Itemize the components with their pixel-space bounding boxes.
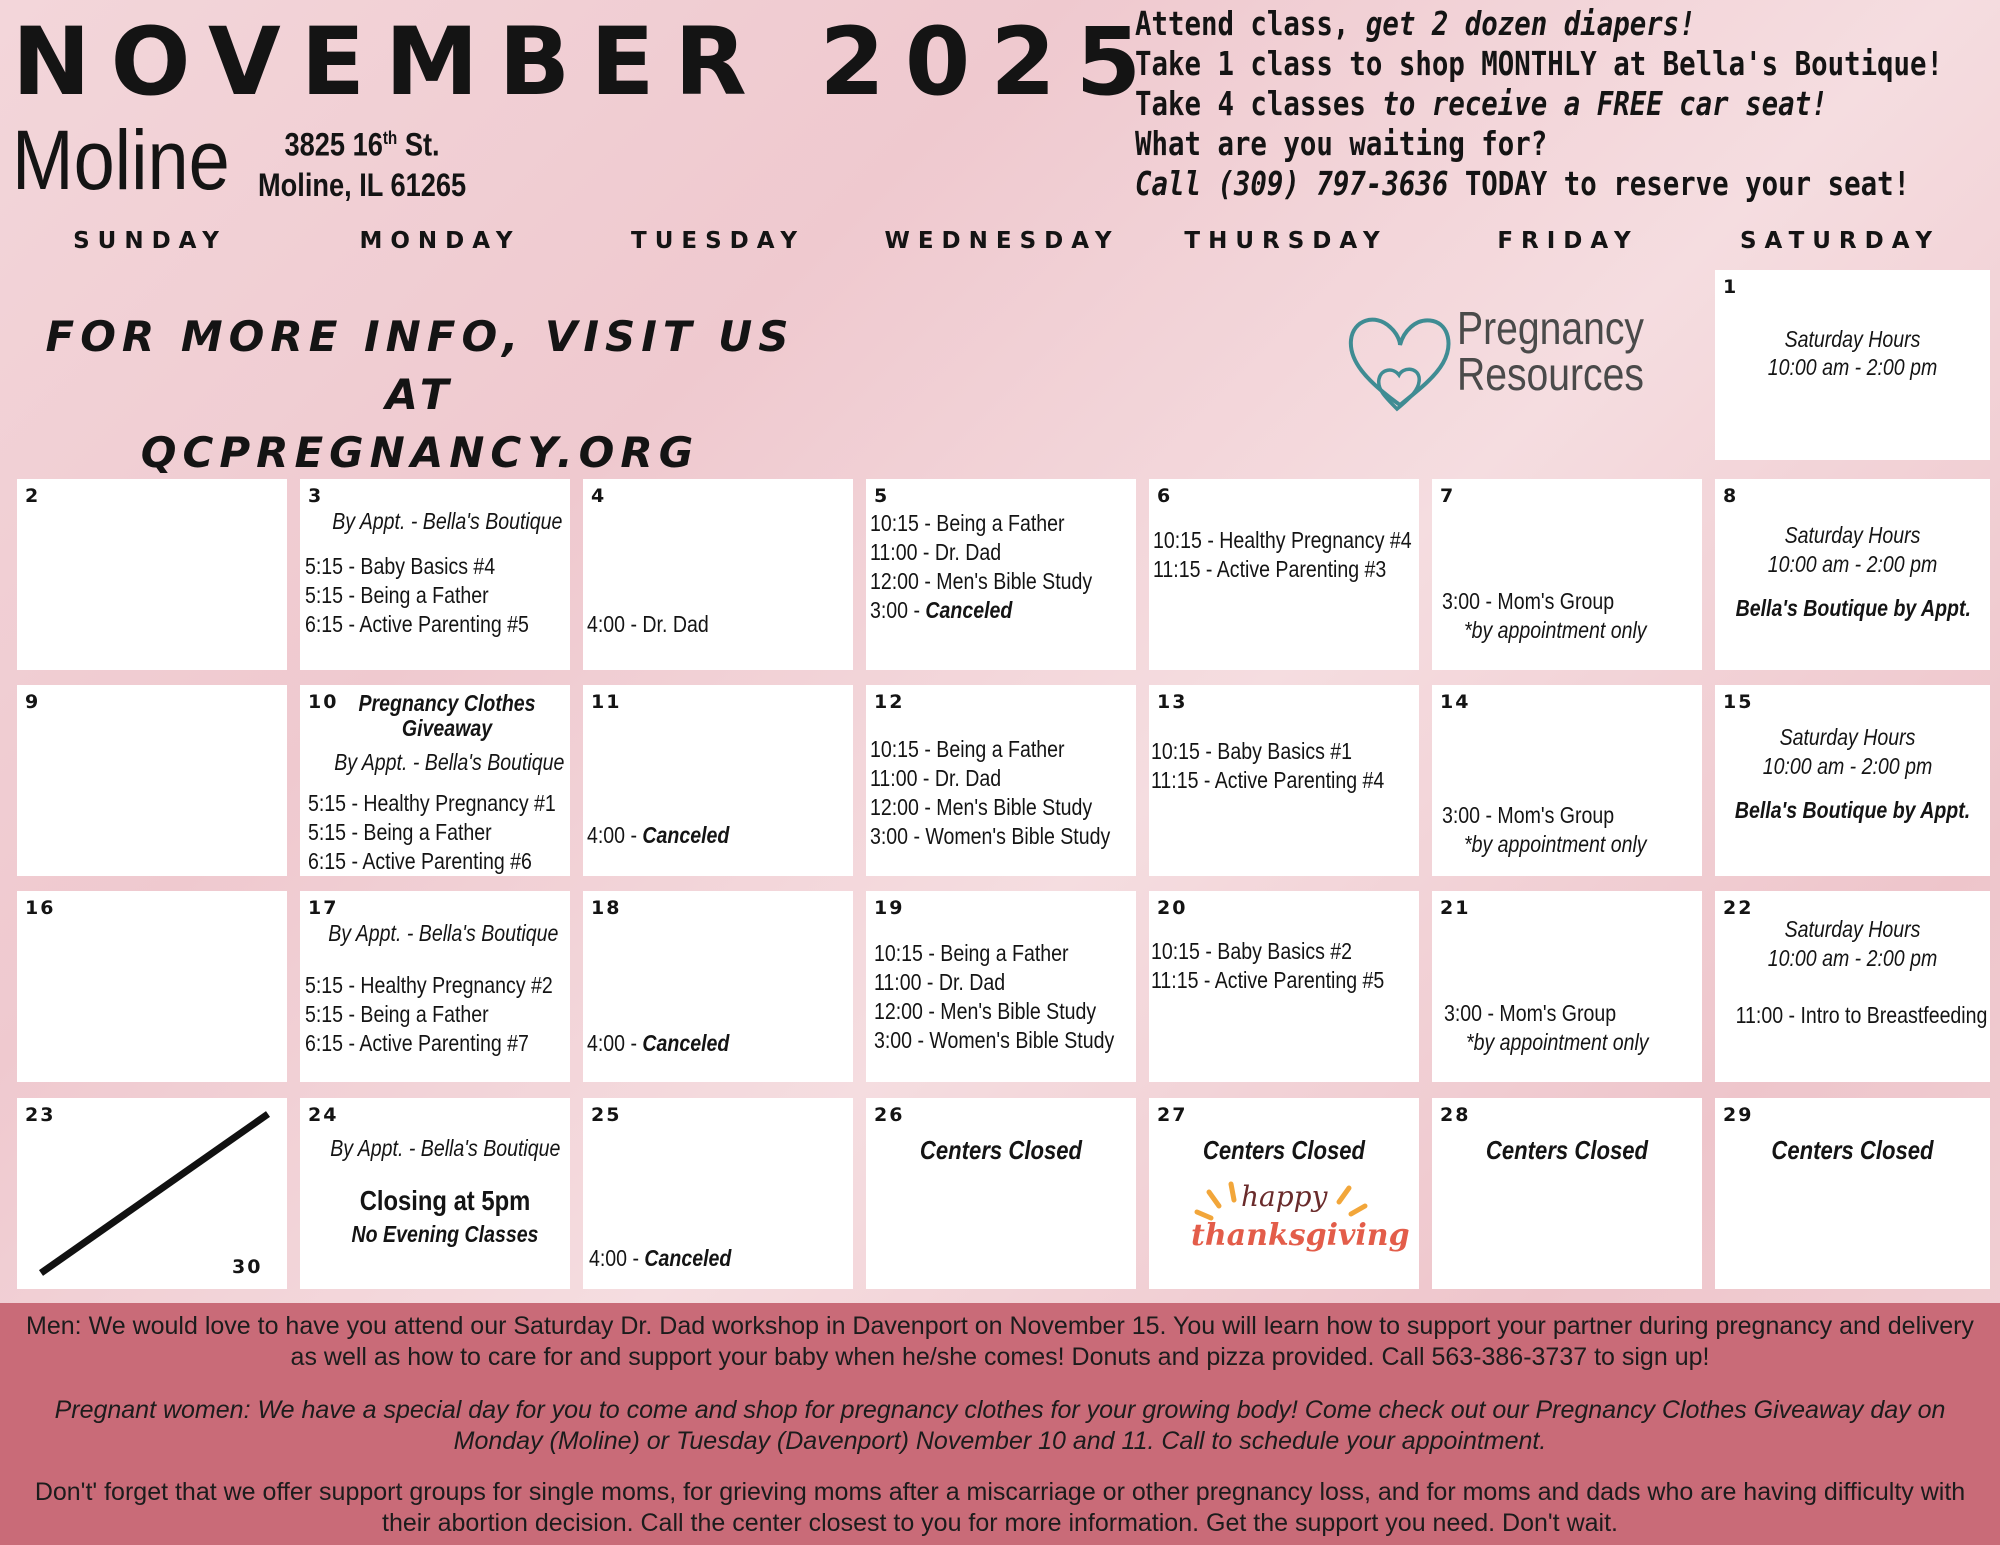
event-line: 3:00 - Women's Bible Study (874, 1027, 1115, 1053)
day-number: 23 (25, 1104, 56, 1126)
day-number: 25 (591, 1104, 622, 1126)
canceled-label: Canceled (644, 1245, 732, 1271)
promo-line1-b: get 2 dozen diapers! (1365, 4, 1696, 43)
weekday-wednesday: WEDNESDAY (884, 228, 1120, 254)
promo-line5-b: TODAY to reserve your seat! (1448, 164, 1911, 203)
event-line: 11:00 - Dr. Dad (870, 765, 1002, 791)
address-city: Moline, IL 61265 (258, 166, 467, 203)
day-number: 24 (308, 1104, 339, 1126)
weekday-friday: FRIDAY (1497, 228, 1639, 254)
day-number: 1 (1723, 276, 1739, 298)
event-line: 12:00 - Men's Bible Study (870, 794, 1093, 820)
day-cell-5 (866, 479, 1136, 670)
day-number: 11 (591, 691, 622, 713)
event-line: 10:15 - Healthy Pregnancy #4 (1153, 527, 1412, 553)
event-line (870, 596, 1012, 625)
event-line: 11:00 - Dr. Dad (870, 539, 1002, 565)
day-number: 19 (874, 897, 905, 919)
event-line (589, 1244, 731, 1273)
event-line: Bella's Boutique by Appt. (1734, 797, 1971, 823)
day-number: 6 (1157, 485, 1173, 507)
day-cell-8 (1715, 479, 1990, 670)
day-cell-15 (1715, 685, 1990, 876)
day-cell-1 (1715, 270, 1990, 460)
address-street-end: St. (397, 126, 440, 163)
promo-line3-b: to receive a FREE car seat! (1382, 84, 1828, 123)
day-cell-6 (1149, 479, 1419, 670)
day-number: 14 (1440, 691, 1471, 713)
info-url[interactable]: QCPREGNANCY.ORG (140, 428, 700, 477)
event-line: 6:15 - Active Parenting #6 (308, 848, 532, 874)
event-line: 11:15 - Active Parenting #4 (1151, 767, 1385, 793)
event-line: 10:00 am - 2:00 pm (1767, 945, 1938, 971)
day-number: 18 (591, 897, 622, 919)
event-line: 11:00 - Intro to Breastfeeding (1735, 1002, 1988, 1028)
day-cell-16 (17, 891, 287, 1082)
day-cell-29 (1715, 1098, 1990, 1289)
promo-line4: What are you waiting for? (1135, 124, 1548, 163)
day-number: 27 (1157, 1104, 1188, 1126)
day-number: 13 (1157, 691, 1188, 713)
footer-men-paragraph: Men: We would love to have you attend our Saturday Dr. Dad workshop in Davenport on November 15. You will learn how to support your partner during pregnancy and delivery as well as how to care for and support your baby when he/she comes! Donuts and pizza provided. Call 563-386-3737 to sign up! (26, 1312, 1974, 1371)
footer-support-paragraph: Don't' forget that we offer support groups for single moms, for grieving moms after a miscarriage or other pregnancy loss, and for moms and dads who are having difficulty with their abortion decision. Call the center closest to you for more information. Get the support you need. Don't wait. (34, 1478, 1966, 1537)
event-line: 5:15 - Baby Basics #4 (305, 553, 496, 579)
event-title: Giveaway (401, 715, 493, 741)
weekday-sunday: SUNDAY (73, 228, 227, 254)
promo-phone: Call (309) 797-3636 (1135, 164, 1449, 203)
day-number: 17 (308, 897, 339, 919)
day-cell-13 (1149, 685, 1419, 876)
day-number: 4 (591, 485, 607, 507)
event-line: 10:15 - Being a Father (870, 510, 1065, 536)
day-cell-4 (583, 479, 853, 670)
day-number: 12 (874, 691, 905, 713)
info-banner (20, 308, 820, 482)
address-suffix: th (382, 128, 398, 148)
day-number: 29 (1723, 1104, 1754, 1126)
canceled-label: Canceled (642, 1030, 730, 1056)
event-line: 10:15 - Being a Father (874, 940, 1069, 966)
day-number: 2 (25, 485, 41, 507)
day-number: 28 (1440, 1104, 1471, 1126)
double-heart-icon (1345, 305, 1455, 415)
day-cell-28 (1432, 1098, 1702, 1289)
event-line: 11:15 - Active Parenting #3 (1153, 556, 1387, 582)
event-line: 5:15 - Healthy Pregnancy #2 (305, 972, 553, 998)
day-number: 9 (25, 691, 41, 713)
event-line: 4:00 - Dr. Dad (587, 611, 709, 637)
event-line (587, 821, 729, 850)
day-cell-19 (866, 891, 1136, 1082)
promo-line2: Take 1 class to shop MONTHLY at Bella's Boutique! (1135, 44, 1944, 83)
event-line: 3:00 - Mom's Group (1442, 588, 1615, 614)
closing-notice: Closing at 5pm (359, 1185, 531, 1216)
day-cell-11 (583, 685, 853, 876)
promo-text (1135, 4, 1943, 204)
art-word-thanksgiving: thanksgiving (1191, 1218, 1410, 1253)
event-line: 6:15 - Active Parenting #7 (305, 1030, 529, 1056)
logo-line1: Pregnancy (1457, 302, 1644, 354)
closed-notice: Centers Closed (1771, 1135, 1934, 1165)
address-street: 3825 16 (284, 126, 383, 163)
canceled-label: Canceled (925, 597, 1013, 623)
day-cell-24 (300, 1098, 570, 1289)
day-cell-2 (17, 479, 287, 670)
event-line: By Appt. - Bella's Boutique (328, 920, 559, 946)
info-line1: FOR MORE INFO, VISIT US AT (45, 312, 795, 419)
closed-notice: Centers Closed (919, 1135, 1083, 1165)
day-cell-18 (583, 891, 853, 1082)
event-line: 10:15 - Baby Basics #2 (1151, 938, 1353, 964)
event-line: 10:00 am - 2:00 pm (1767, 551, 1938, 577)
logo (1345, 302, 1675, 415)
event-note: *by appointment only (1466, 1029, 1649, 1055)
weekday-header (0, 228, 2000, 258)
weekday-tuesday: TUESDAY (631, 228, 805, 254)
logo-line2: Resources (1457, 348, 1644, 400)
closed-notice: Centers Closed (1202, 1135, 1366, 1165)
event-line: 11:00 - Dr. Dad (874, 969, 1006, 995)
event-time: 3:00 - (870, 597, 926, 623)
event-line: Bella's Boutique by Appt. (1735, 595, 1971, 621)
day-cell-3 (300, 479, 570, 670)
day-cell-10 (300, 685, 570, 876)
event-line: By Appt. - Bella's Boutique (334, 749, 565, 775)
event-line: 12:00 - Men's Bible Study (870, 568, 1093, 594)
day-number: 16 (25, 897, 56, 919)
weekday-thursday: THURSDAY (1184, 228, 1388, 254)
event-line: 11:15 - Active Parenting #5 (1151, 967, 1385, 993)
event-line: 10:15 - Baby Basics #1 (1151, 738, 1353, 764)
day-cell-25 (583, 1098, 853, 1289)
event-time: 4:00 - (587, 1030, 643, 1056)
event-line: No Evening Classes (351, 1221, 539, 1247)
day-number: 8 (1723, 485, 1739, 507)
event-line: Saturday Hours (1779, 724, 1916, 750)
day-cell-22 (1715, 891, 1990, 1082)
day-number-30: 30 (232, 1256, 263, 1278)
promo-line3-a: Take 4 classes (1135, 84, 1383, 123)
event-line: 3:00 - Mom's Group (1442, 802, 1615, 828)
day-cell-23-30 (17, 1098, 287, 1289)
event-line: 5:15 - Healthy Pregnancy #1 (308, 790, 556, 816)
event-title: Pregnancy Clothes (358, 690, 536, 716)
happy-thanksgiving-art (1189, 1178, 1410, 1278)
day-cell-14 (1432, 685, 1702, 876)
page-title: NOVEMBER 2025 (12, 8, 1162, 117)
day-cell-27 (1149, 1098, 1419, 1289)
day-number: 5 (874, 485, 890, 507)
closed-notice: Centers Closed (1485, 1135, 1649, 1165)
event-line: 10:00 am - 2:00 pm (1762, 753, 1933, 779)
event-line (587, 1029, 729, 1058)
canceled-label: Canceled (642, 822, 730, 848)
event-line: 10:00 am - 2:00 pm (1767, 354, 1938, 380)
event-note: *by appointment only (1464, 617, 1647, 643)
event-line: 5:15 - Being a Father (305, 1001, 489, 1027)
address (258, 118, 466, 205)
footer-panel (0, 1303, 2000, 1545)
event-line: Saturday Hours (1784, 326, 1921, 352)
day-cell-21 (1432, 891, 1702, 1082)
event-line: 3:00 - Women's Bible Study (870, 823, 1111, 849)
event-line: 3:00 - Mom's Group (1444, 1000, 1617, 1026)
day-cell-17 (300, 891, 570, 1082)
day-number: 20 (1157, 897, 1188, 919)
city-name: Moline (12, 113, 230, 207)
day-cell-12 (866, 685, 1136, 876)
event-line: 6:15 - Active Parenting #5 (305, 611, 529, 637)
logo-text (1457, 302, 1644, 400)
event-line: Saturday Hours (1784, 916, 1921, 942)
event-note: *by appointment only (1464, 831, 1647, 857)
day-cell-26 (866, 1098, 1136, 1289)
day-number: 7 (1440, 485, 1456, 507)
day-cell-20 (1149, 891, 1419, 1082)
day-number: 15 (1723, 691, 1754, 713)
weekday-saturday: SATURDAY (1739, 228, 1940, 254)
day-number: 26 (874, 1104, 905, 1126)
day-number: 21 (1440, 897, 1471, 919)
footer-women-paragraph: Pregnant women: We have a special day for you to come and shop for pregnancy clothes for your growing body! Come check out our Pregnancy Clothes Giveaway day on Monday (Moline) or Tuesday (Davenport) November 10 and 11. Call to schedule your appointment. (54, 1396, 1946, 1455)
day-number: 10 (308, 691, 339, 713)
weekday-monday: MONDAY (359, 228, 521, 254)
event-line: By Appt. - Bella's Boutique (330, 1135, 561, 1161)
event-line: Saturday Hours (1784, 522, 1921, 548)
day-number: 3 (308, 485, 324, 507)
day-cell-7 (1432, 479, 1702, 670)
event-time: 4:00 - (589, 1245, 645, 1271)
day-number: 22 (1723, 897, 1754, 919)
event-line: 12:00 - Men's Bible Study (874, 998, 1097, 1024)
promo-line1-a: Attend class, (1135, 4, 1366, 43)
event-line: 5:15 - Being a Father (305, 582, 489, 608)
art-word-happy: happy (1241, 1180, 1328, 1213)
event-line: By Appt. - Bella's Boutique (332, 508, 563, 534)
event-line: 10:15 - Being a Father (870, 736, 1065, 762)
event-line: 5:15 - Being a Father (308, 819, 492, 845)
event-time: 4:00 - (587, 822, 643, 848)
day-cell-9 (17, 685, 287, 876)
